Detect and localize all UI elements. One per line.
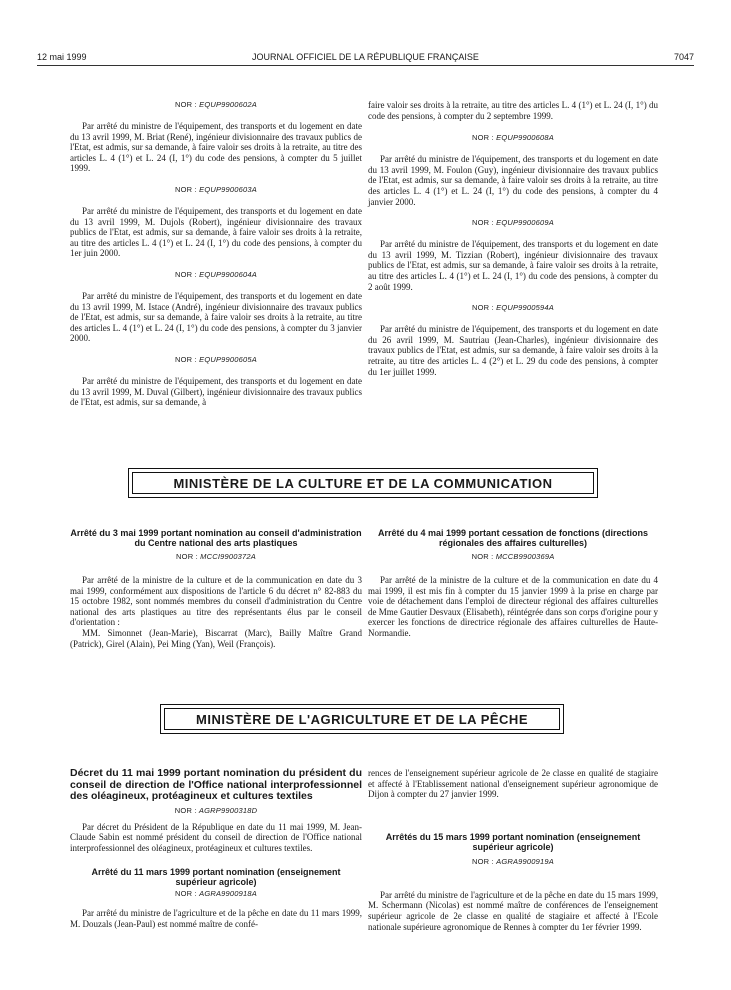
culture-right-column bbox=[368, 528, 658, 639]
nor-reference: NOR : EQUP9900604A bbox=[175, 269, 257, 279]
decree-paragraph: rences de l'enseignement supérieur agricole de 2e classe en qualité de stagiaire et affecté à l'Etablissement national d'enseignement supérieur agronomique de Dijon à compter du 27 janvier 1999. bbox=[368, 768, 658, 800]
journal-title: JOURNAL OFFICIEL DE LA RÉPUBLIQUE FRANÇAISE bbox=[252, 52, 479, 62]
ministry-culture-banner bbox=[128, 468, 598, 498]
nor-reference: NOR : AGRA9900919A bbox=[472, 856, 554, 866]
ministry-agriculture-title: MINISTÈRE DE L'AGRICULTURE ET DE LA PÊCHE bbox=[164, 708, 560, 730]
nor-reference: NOR : EQUP9900602A bbox=[175, 100, 257, 109]
decree-paragraph: Par arrêté du ministre de l'équipement, des transports et du logement en date du 13 avril 1999, M. Tizzian (Robert), ingénieur divisionnaire des travaux publics de l'Etat, est admis, sur sa demande, à faire valoir ses droits à la retraite, au titre des articles L. 4 (1°) et L. 24 (I, 1°) du code des pensions, à compter du 2 août 1999. bbox=[368, 239, 658, 292]
decree-paragraph: faire valoir ses droits à la retraite, au titre des articles L. 4 (1°) et L. 24 (I, 1°) du code des pensions, à compter du 2 septembre 1999. bbox=[368, 100, 658, 121]
decree-paragraph: Par arrêté de la ministre de la culture et de la communication en date du 4 mai 1999, il est mis fin à compter du 15 janvier 1999 à la prise en charge par voie de détachement dans l'emploi de directeur régional des affaires culturelles de Mme Gautier Desvaux (Elisabeth), réintégrée dans son corps d'origine pour y exercer les fonctions de directrice régionale des affaires culturelles de Haute-Normandie. bbox=[368, 575, 658, 638]
decree-paragraph: Par arrêté du ministre de l'équipement, des transports et du logement en date du 13 avril 1999, M. Istace (André), ingénieur divisionnaire des travaux publics de l'Etat, est admis, sur sa demande, à faire valoir ses droits à la retraite, au titre des articles L. 4 (1°) et L. 24 (I, 1°) du code des pensions, à compter du 3 janvier 2000. bbox=[70, 290, 362, 344]
ministry-agriculture-banner bbox=[160, 704, 564, 734]
decree-paragraph: Par arrêté du ministre de l'agriculture et de la pêche en date du 15 mars 1999, M. Schermann (Nicolas) est nommé maître de conférences de l'enseignement supérieur agricole de 2e classe en qualité de stagiaire et affecté à l'Ecole nationale supérieure agronomique de Rennes à compter du 1er février 1999. bbox=[368, 889, 659, 932]
ministry-culture-title: MINISTÈRE DE LA CULTURE ET DE LA COMMUNICATION bbox=[132, 472, 594, 494]
nor-reference: NOR : MCCB9900369A bbox=[471, 552, 555, 561]
nor-reference: NOR : EQUP9900605A bbox=[175, 354, 257, 364]
decree-paragraph: Par décret du Président de la République en date du 11 mai 1999, M. Jean-Claude Sabin est nommé président du conseil de direction de l'Office national interprofessionnel des oléagineux, protéagineux et cultures textiles. bbox=[70, 821, 362, 853]
nor-reference: NOR : MCCI9900372A bbox=[176, 552, 256, 561]
decree-paragraph: Par arrêté de la ministre de la culture et de la communication en date du 3 mai 1999, conformément aux dispositions de l'article 6 du décret n° 82-883 du 15 octobre 1982, sont nommés membres du conseil d'administration du Centre national des arts plastiques au titre des représentants élus par le conseil d'orientation : bbox=[70, 575, 362, 628]
nor-reference: NOR : AGRP9900318D bbox=[174, 805, 258, 815]
nor-reference: NOR : EQUP9900594A bbox=[472, 303, 554, 313]
decree-paragraph: Par arrêté du ministre de l'équipement, des transports et du logement en date du 13 avril 1999, M. Foulon (Guy), ingénieur divisionnaire des travaux publics de l'Etat, est admis, sur sa demande, à faire valoir ses droits à la retraite, au titre des articles L. 4 (1°) et L. 24 (I, 1°) du code des pensions, à compter du 4 janvier 2000. bbox=[368, 154, 658, 207]
nor-reference: NOR : EQUP9900608A bbox=[472, 133, 554, 143]
decree-title: Décret du 11 mai 1999 portant nomination du président du conseil de direction de l'Office national interprofessionnel des oléagineux, protéagineux et cultures textiles bbox=[70, 767, 362, 802]
decree-title: Arrêté du 11 mars 1999 portant nomination (enseignement supérieur agricole) bbox=[91, 867, 341, 888]
decree-title: Arrêté du 4 mai 1999 portant cessation de fonctions (directions régionales des affaires culturelles) bbox=[377, 528, 649, 548]
top-right-column bbox=[368, 100, 658, 377]
decree-paragraph: Par arrêté du ministre de l'équipement, des transports et du logement en date du 13 avril 1999, M. Duval (Gilbert), ingénieur divisionnaire des travaux publics de l'Etat, est admis, sur sa demande, à bbox=[70, 375, 362, 408]
decree-paragraph: Par arrêté du ministre de l'équipement, des transports et du logement en date du 13 avril 1999, M. Briat (René), ingénieur divisionnaire des travaux publics de l'Etat, est admis, sur sa demande, à faire valoir ses droits à la retraite, au titre des articles L. 4 (1°) et L. 24 (I, 1°) du code des pensions, à compter du 5 juillet 1999. bbox=[70, 121, 362, 174]
decree-paragraph: Par arrêté du ministre de l'équipement, des transports et du logement en date du 26 avril 1999, M. Sautriau (Jean-Charles), ingénieur divisionnaire des travaux publics de l'Etat, est admis, sur sa demande, à faire valoir ses droits à la retraite, au titre des articles L. 4 (2°) et L. 29 du code des pensions, à compter du 1er juillet 1999. bbox=[368, 324, 658, 377]
members-list: MM. Simonnet (Jean-Marie), Biscarrat (Marc), Bailly Maître Grand (Patrick), Girel (Alain), Pei Ming (Yan), Weil (François). bbox=[70, 627, 362, 649]
page-number: 7047 bbox=[673, 52, 694, 62]
agri-right-column bbox=[368, 768, 658, 932]
top-left-column bbox=[70, 100, 362, 408]
culture-left-column bbox=[70, 528, 362, 649]
nor-reference: NOR : EQUP9900603A bbox=[175, 184, 257, 194]
header-date: 12 mai 1999 bbox=[37, 52, 87, 62]
decree-paragraph: Par arrêté du ministre de l'agriculture et de la pêche en date du 11 mars 1999, M. Douzals (Jean-Paul) est nommé maître de confé- bbox=[70, 908, 362, 929]
decree-paragraph: Par arrêté du ministre de l'équipement, des transports et du logement en date du 13 avril 1999, M. Dujols (Robert), ingénieur divisionnaire des travaux publics de l'Etat, est admis, sur sa demande, à faire valoir ses droits à la retraite, au titre des articles L. 4 (1°) et L. 24 (I, 1°) du code des pensions, à compter du 1er juin 2000. bbox=[70, 205, 362, 259]
agri-left-column bbox=[70, 768, 362, 929]
decree-title: Arrêté du 3 mai 1999 portant nomination au conseil d'administration du Centre national des arts plastiques bbox=[70, 528, 362, 548]
nor-reference: NOR : AGRA9900918A bbox=[175, 889, 257, 899]
nor-reference: NOR : EQUP9900609A bbox=[472, 218, 554, 228]
decree-title: Arrêtés du 15 mars 1999 portant nomination (enseignement supérieur agricole) bbox=[385, 831, 641, 852]
page-header bbox=[37, 52, 694, 66]
